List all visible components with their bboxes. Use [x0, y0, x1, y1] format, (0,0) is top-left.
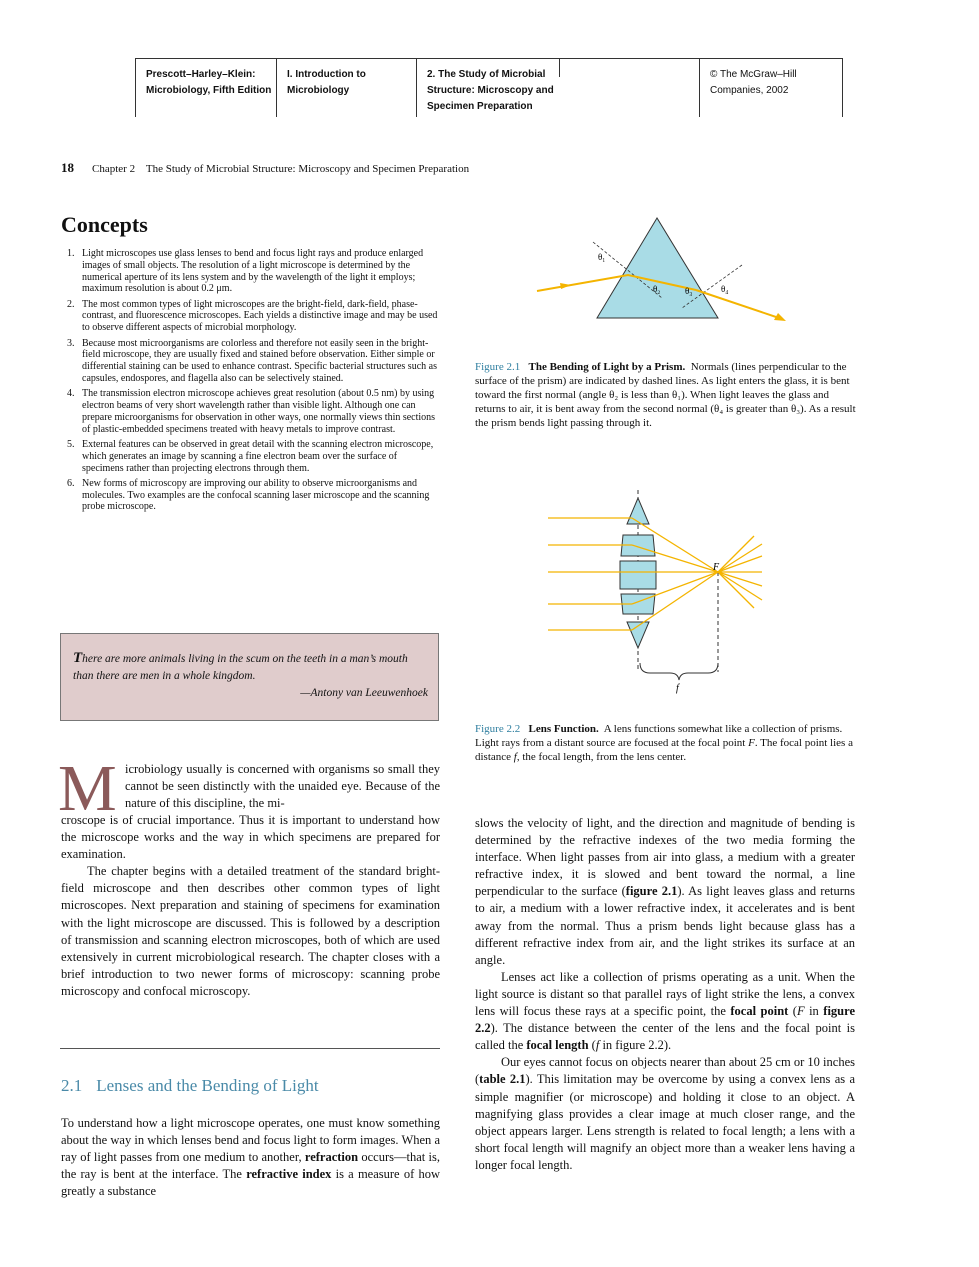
figure-label: Figure 2.1	[475, 361, 521, 373]
theta-1-label: θ₁	[598, 252, 606, 262]
theta-4-label: θ₄	[721, 284, 729, 294]
term-refractive-index: refractive index	[246, 1167, 332, 1182]
section-heading: 2.1 Lenses and the Bending of Light	[61, 1076, 319, 1095]
section-body: To understand how a light microscope operates, one must know something about the way in which lenses bend and focus light to form images. When a ray of light passes from one medium to another, refraction occurs—that is, the ray is bent at the interface. The refractive index is a measure of how greatly a substance	[61, 1116, 440, 1199]
theta-2-label: θ₂	[653, 284, 661, 294]
page-number: 18	[61, 160, 74, 175]
prism-segment	[627, 498, 649, 524]
figure-2-2-caption: Figure 2.2 Lens Function. A lens functions somewhat like a collection of prisms. Light rays from a distant source are focused at the focal point F. The focal point lies a distance f, the focal length, from the lens center.	[475, 723, 853, 763]
intro-lead: icrobiology usually is concerned with organisms so small they cannot be seen distinctly with the unaided eye. Because of the nature of this discipline, the mi-	[125, 762, 440, 811]
running-head	[61, 160, 469, 176]
concept-item: 2. The most common types of light microscopes are the bright-field, dark-field, phase-contrast, and fluorescence microscopes. Each yields a distinctive image and may be used to observe different aspects of microbial morphology.	[67, 298, 438, 334]
prism-figure	[530, 212, 800, 332]
figure-title: The Bending of Light by a Prism.	[528, 361, 686, 373]
source-header	[135, 58, 843, 117]
figure-ref: figure 2.2	[475, 1004, 855, 1036]
intro-body: croscope is of crucial importance. Thus it is important to understand how the microscope works and the way in which specimens are prepared for examination. The chapter begins with a detailed treatment of the standard bright-field microscope and then describes other common types of light microscopes. Next preparation and staining of specimens for examination with the light microscope are discussed. This is followed by a description of transmission and scanning electron microscopes, both of which are used extensively in current microbiological research. The chapter closes with a brief introduction to two newer forms of microscopy: scanning probe microscopy and confocal microscopy.	[61, 813, 440, 998]
drop-cap: M	[58, 752, 117, 825]
quote-attribution: —Antony van Leeuwenhoek	[300, 687, 428, 699]
concept-item: 4. The transmission electron microscope achieves great resolution (about 0.5 nm) by using electron beams of very short wavelength rather than visible light. Although one can prepare microorganisms for observation in other ways, one normally views thin sections of plastic-embedded specimens treated with heavy metals to improve contrast.	[67, 388, 436, 435]
header-part: I. Introduction to Microbiology	[276, 59, 416, 117]
concept-item: 1. Light microscopes use glass lenses to bend and focus light rays and produce enlarged images of small objects. The resolution of a light microscope is determined by the numerical aperture of its lens system and by the wavelength of the light it employs; maximum resolution is about 0.2 μm.	[67, 248, 424, 295]
term-focal-point: focal point	[730, 1004, 789, 1019]
focal-length-brace	[640, 663, 718, 680]
prism-segment	[620, 561, 656, 589]
prism-shape	[597, 218, 718, 318]
term-refraction: refraction	[304, 1150, 359, 1165]
focal-point-label: F	[713, 562, 720, 573]
concept-item: 6. New forms of microscopy are improving our ability to observe microorganisms and molecules. Two examples are the confocal scanning laser microscope and the scanning probe microscope.	[67, 477, 430, 513]
figure-title: Lens Function.	[528, 723, 599, 735]
concept-item: 3. Because most microorganisms are colorless and therefore not easily seen in the bright-field microscope, they are usually fixed and stained before observation. Either simple or differential staining can be used to enhance contrast. Specific bacterial structures such as capsules, endospores, and flagella also can be selectively stained.	[67, 337, 437, 384]
lens-figure	[540, 490, 780, 705]
figure-2-1-caption: Figure 2.1 The Bending of Light by a Prism. Normals (lines perpendicular to the surface of the prism) are indicated by dashed lines. As light enters the glass, it is bent toward the first normal (angle θ₂ is less than θ₁). When light leaves the glass and returns to air, it is bent away from the second normal (θ₄ is greater than θ₃). As a result the prism bends light passing through it.	[475, 361, 856, 429]
header-copyright: © The McGraw–Hill Companies, 2002	[699, 59, 843, 117]
concept-item: 5. External features can be observed in great detail with the scanning electron microscope, which generates an image by scanning a fine electron beam over the surface of specimens rather than projecting electrons through them.	[67, 438, 434, 474]
running-head-text: Chapter 2 The Study of Microbial Structure: Microscopy and Specimen Preparation	[92, 163, 470, 175]
table-ref: table 2.1	[479, 1072, 526, 1087]
section-rule	[60, 1048, 440, 1049]
ray-arrowhead	[774, 313, 786, 321]
header-book: Prescott–Harley–Klein: Microbiology, Fifth Edition	[135, 59, 276, 117]
theta-3-label: θ₃	[685, 286, 693, 296]
header-empty	[559, 59, 699, 77]
right-column-body: slows the velocity of light, and the direction and magnitude of bending is determined by the refractive indexes of the two media forming the interface. When light passes from air into glass, a medium with a greater refractive index, it is slowed and bent toward the normal, a line perpendicular to the surface (figure 2.1). As light leaves glass and returns to air, a medium with a lower refractive index, it accelerates and is bent away from the normal. Thus a prism bends light because glass has a different refractive index from air, and the light strikes its surface at an angle. Lenses act like a collection of prisms operating as a unit. When the light source is distant so that parallel rays of light strike the lens, a convex lens will focus these rays at a specific point, the focal point (F in figure 2.2). The distance between the center of the lens and the focal point is called the focal length (f in figure 2.2). Our eyes cannot focus on objects nearer than about 25 cm or 10 inches (table 2.1). This limitation may be overcome by using a convex lens as a simple magnifier (or microscope) and holding it close to an object. A magnifying glass provides a clear image at much closer range, and the object appears larger. Lens strength is related to focal length; a lens with a short focal length will magnify an object more than a weaker lens having a longer focal length.	[475, 816, 855, 1172]
quote-text: There are more animals living in the scum on the teeth in a man’s mouth than there are men in a whole kingdom.	[73, 650, 408, 682]
figure-label: Figure 2.2	[475, 723, 521, 735]
header-chapter: 2. The Study of Microbial Structure: Microscopy and Specimen Preparation	[416, 59, 559, 117]
concepts-list	[61, 248, 441, 517]
concepts-title: Concepts	[61, 212, 148, 237]
focal-length-label: f	[676, 683, 679, 694]
term-focal-length: focal length	[526, 1038, 589, 1053]
figure-ref: figure 2.1	[625, 884, 678, 899]
quote-box	[60, 633, 439, 721]
